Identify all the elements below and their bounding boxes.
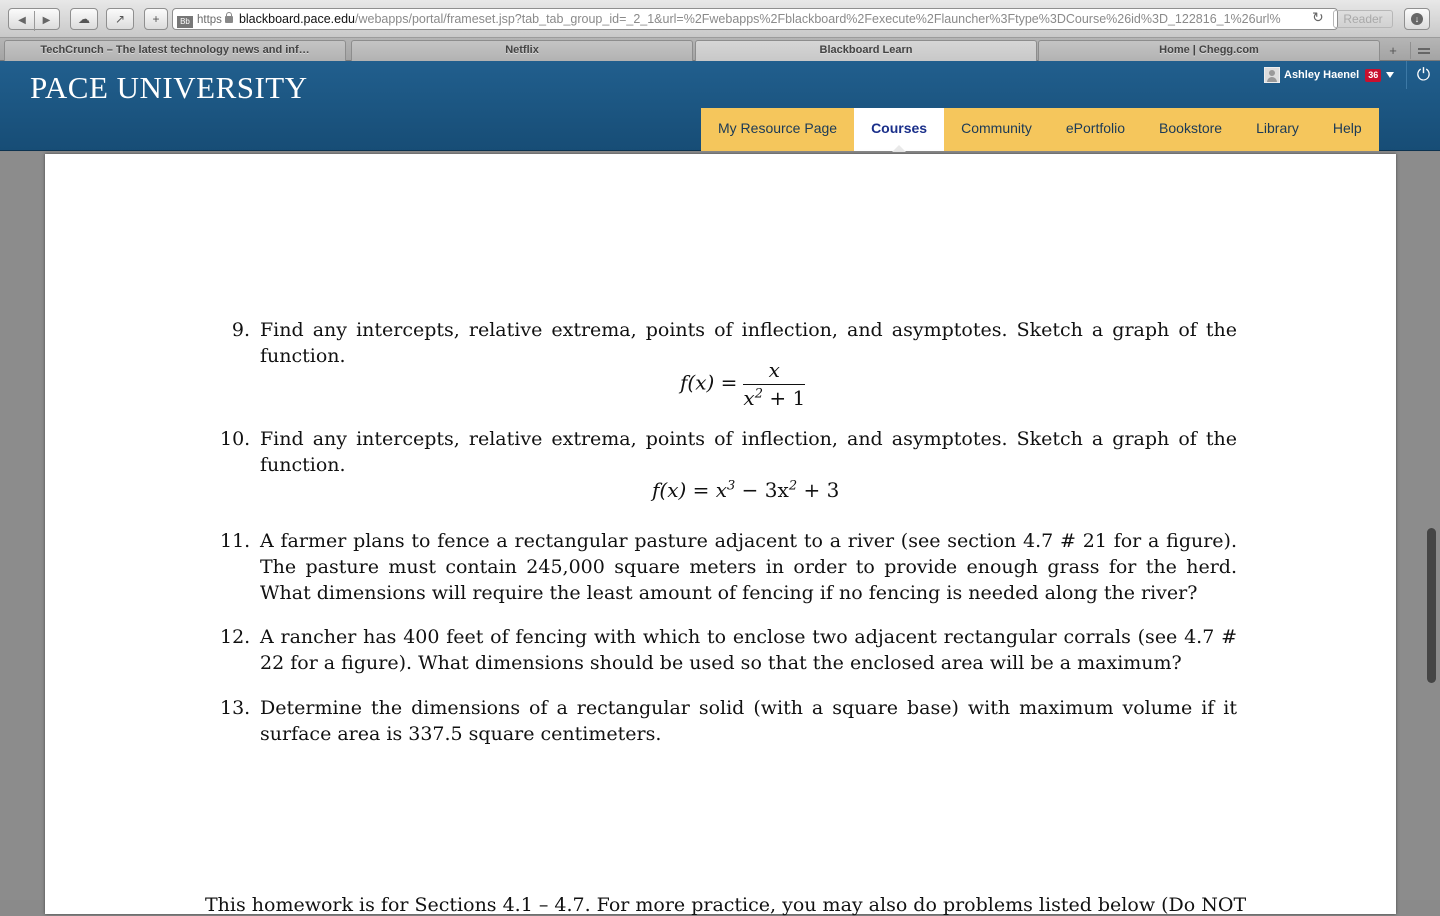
notification-badge[interactable]: 36	[1365, 69, 1381, 82]
question-10	[220, 426, 1237, 478]
pdf-page	[45, 154, 1396, 914]
avatar	[1264, 67, 1280, 83]
denominator-exponent: 2	[754, 386, 763, 402]
question-text: Find any intercepts, relative extrema, points of inflection, and asymptotes. Sketch a graph of the function.	[260, 428, 1237, 476]
url-scheme: https	[197, 14, 222, 26]
browser-toolbar	[0, 0, 1440, 38]
reload-icon[interactable]: ↻	[1312, 9, 1324, 25]
browser-tab-active[interactable]: Blackboard Learn	[695, 40, 1037, 61]
plus-icon: +	[152, 12, 160, 26]
site-favicon: Bb	[177, 16, 193, 28]
tab-library[interactable]: Library	[1239, 108, 1316, 151]
question-text: A rancher has 400 feet of fencing with which to enclose two adjacent rectangular corrals (see 4.7 # 22 for a figure). What dimensions should be used so that the enclosed area will be a maximum?	[260, 626, 1237, 674]
lock-icon	[225, 16, 233, 23]
university-logo[interactable]: PACE UNIVERSITY	[30, 70, 308, 105]
scrollbar-thumb[interactable]	[1427, 528, 1436, 683]
forward-icon[interactable]: ▶	[34, 11, 58, 31]
question-12	[220, 624, 1237, 676]
browser-tab[interactable]: Netflix	[351, 40, 693, 61]
tab-bookstore[interactable]: Bookstore	[1142, 108, 1239, 151]
logout-button[interactable]	[1406, 61, 1440, 89]
tab-community[interactable]: Community	[944, 108, 1049, 151]
formula-lhs: f(x) =	[680, 370, 738, 395]
question-number: 13.	[220, 697, 251, 719]
tab-help[interactable]: Help	[1316, 108, 1379, 151]
denominator-base: x	[743, 386, 755, 410]
question-number: 11.	[220, 530, 251, 552]
tab-eportfolio[interactable]: ePortfolio	[1049, 108, 1142, 151]
url-host: blackboard.pace.edu	[238, 12, 355, 26]
question-11	[220, 528, 1237, 606]
tab-my-resource-page[interactable]: My Resource Page	[701, 108, 854, 151]
downloads-button[interactable]	[1404, 8, 1430, 30]
user-menu[interactable]	[1264, 66, 1394, 84]
main-nav	[701, 108, 1379, 151]
browser-tab[interactable]: Home | Chegg.com	[1038, 40, 1380, 61]
denominator-rest: + 1	[762, 386, 806, 410]
icloud-tabs-button[interactable]	[70, 8, 98, 30]
tab-overview-button[interactable]	[1410, 42, 1434, 59]
formula-part: + 3	[797, 478, 840, 502]
question-text: A farmer plans to fence a rectangular pasture adjacent to a river (see section 4.7 # 21 for a figure). The pasture must contain 245,000 square meters in order to provide enough grass for the herd. What dimensions will require the least amount of fencing if no fencing is needed along the river?	[260, 530, 1237, 604]
tab-courses[interactable]: Courses	[854, 108, 944, 151]
formula-part: f(x) = x	[652, 478, 728, 502]
add-bookmark-button[interactable]	[144, 8, 168, 30]
question-text: Determine the dimensions of a rectangular solid (with a square base) with maximum volume if it surface area is 337.5 square centimeters.	[260, 697, 1237, 745]
numerator: x	[743, 358, 805, 385]
formula-q9	[680, 358, 805, 410]
denominator	[743, 385, 805, 410]
formula-q10	[652, 478, 839, 502]
reader-button[interactable]: Reader	[1333, 10, 1393, 28]
share-icon: ↗	[114, 12, 126, 26]
new-tab-icon[interactable]: +	[1389, 43, 1397, 58]
question-number: 9.	[231, 319, 250, 341]
list-icon	[1418, 48, 1430, 54]
formula-part: − 3x	[735, 478, 789, 502]
site-header	[0, 61, 1440, 151]
question-number: 12.	[220, 626, 251, 648]
address-bar[interactable]	[172, 8, 1338, 30]
url-path: /webapps/portal/frameset.jsp?tab_tab_group_id=_2_1&url=%2Fwebapps%2Fblackboard%2Fexecute%2Flauncher%3Ftype%3DCourse%26id%3D_122816_1%26url%	[355, 12, 1281, 26]
partial-text-line: This homework is for Sections 4.1 – 4.7. For more practice, you may also do problems listed below (Do NOT	[205, 894, 1247, 916]
back-icon[interactable]: ◀	[18, 15, 26, 26]
formula-exponent: 3	[727, 478, 736, 494]
formula-exponent: 2	[788, 478, 798, 494]
cloud-icon: ☁	[78, 12, 90, 26]
browser-tab[interactable]: TechCrunch – The latest technology news and inf…	[4, 40, 346, 61]
user-name[interactable]: Ashley Haenel	[1284, 69, 1360, 81]
power-icon: ⏻	[1416, 65, 1431, 84]
question-13	[220, 695, 1237, 747]
content-viewport[interactable]	[0, 152, 1440, 916]
scrollbar[interactable]	[1424, 152, 1440, 900]
browser-tab-bar	[0, 38, 1440, 61]
back-forward-control[interactable]	[8, 8, 60, 30]
homework-document	[220, 154, 1250, 914]
question-number: 10.	[220, 428, 251, 450]
fraction	[743, 358, 805, 410]
question-text: Find any intercepts, relative extrema, points of inflection, and asymptotes. Sketch a graph of the function.	[260, 319, 1237, 367]
download-icon: ↓	[1411, 13, 1423, 25]
share-button[interactable]	[106, 8, 134, 30]
chevron-down-icon[interactable]	[1386, 72, 1394, 78]
